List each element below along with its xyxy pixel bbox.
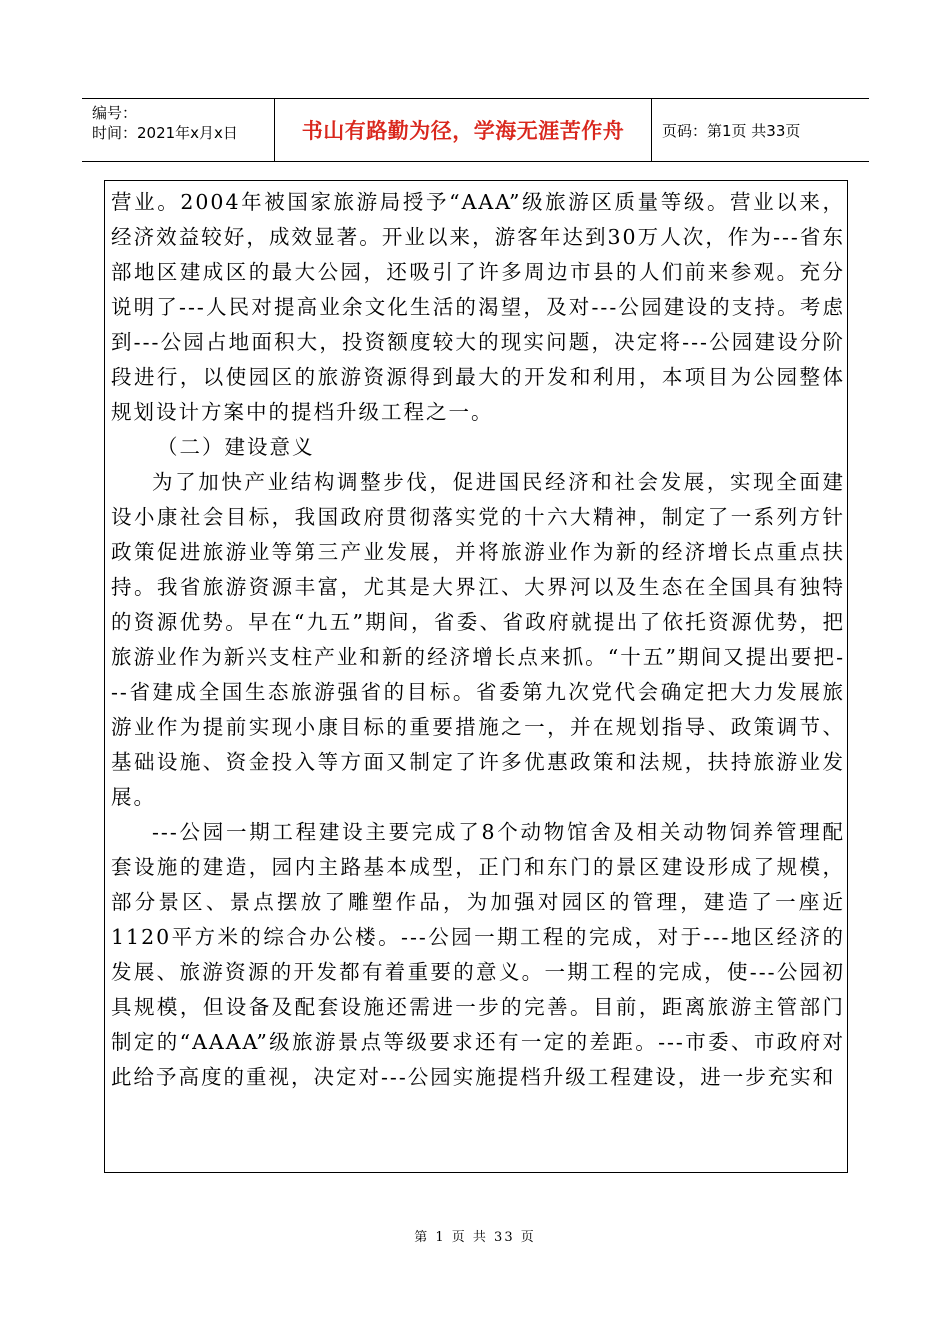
- header-page-cell: [652, 99, 869, 161]
- document-number-label: 编号：: [92, 104, 138, 122]
- paragraph-3: ---公园一期工程建设主要完成了8个动物馆舍及相关动物饲养管理配套设施的建造，园内主路基本成型，正门和东门的景区建设形成了规模，部分景区、景点摆放了雕塑作品，为加强对园区的管理，建造了一座近1120平方米的综合办公楼。---公园一期工程的完成，对于---地区经济的发展、旅游资源的开发都有着重要的意义。一期工程的完成，使---公园初具规模，但设备及配套设施还需进一步的完善。目前，距离旅游主管部门制定的“AAAA”级旅游景点等级要求还有一定的差距。---市委、市政府对此给予高度的重视，决定对---公园实施提档升级工程建设，进一步充实和: [111, 820, 845, 1089]
- header-page-label: 页码：第1页 共33页: [662, 121, 801, 140]
- section-heading: （二）建设意义: [157, 435, 315, 459]
- document-body: [105, 181, 847, 1095]
- document-header: [82, 98, 869, 162]
- header-motto-cell: [274, 99, 652, 161]
- paragraph-2: 为了加快产业结构调整步伐，促进国民经济和社会发展，实现全面建设小康社会目标，我国政府贯彻落实党的十六大精神，制定了一系列方针政策促进旅游业等第三产业发展，并将旅游业作为新的经济增长点重点扶持。我省旅游资源丰富，尤其是大界江、大界河以及生态在全国具有独特的资源优势。早在“九五”期间，省委、省政府就提出了依托资源优势，把旅游业作为新兴支柱产业和新的经济增长点来抓。“十五”期间又提出要把---省建成全国生态旅游强省的目标。省委第九次党代会确定把大力发展旅游业作为提前实现小康目标的重要措施之一，并在规划指导、政策调节、基础设施、资金投入等方面又制定了许多优惠政策和法规，扶持旅游业发展。: [111, 470, 845, 809]
- content-frame: [104, 180, 848, 1173]
- page-footer: 第 1 页 共 33 页: [414, 1230, 536, 1245]
- document-time-label: 时间：2021年x月x日: [92, 124, 238, 142]
- paragraph-1: 营业。2004年被国家旅游局授予“AAA”级旅游区质量等级。营业以来，经济效益较好，成效显著。开业以来，游客年达到30万人次，作为---省东部地区建成区的最大公园，还吸引了许多周边市县的人们前来参观。充分说明了---人民对提高业余文化生活的渴望，及对---公园建设的支持。考虑到---公园占地面积大，投资额度较大的现实问题，决定将---公园建设分阶段进行，以使园区的旅游资源得到最大的开发和利用，本项目为公园整体规划设计方案中的提档升级工程之一。: [111, 190, 845, 424]
- header-meta: [82, 99, 274, 161]
- header-motto: 书山有路勤为径，学海无涯苦作舟: [301, 119, 625, 143]
